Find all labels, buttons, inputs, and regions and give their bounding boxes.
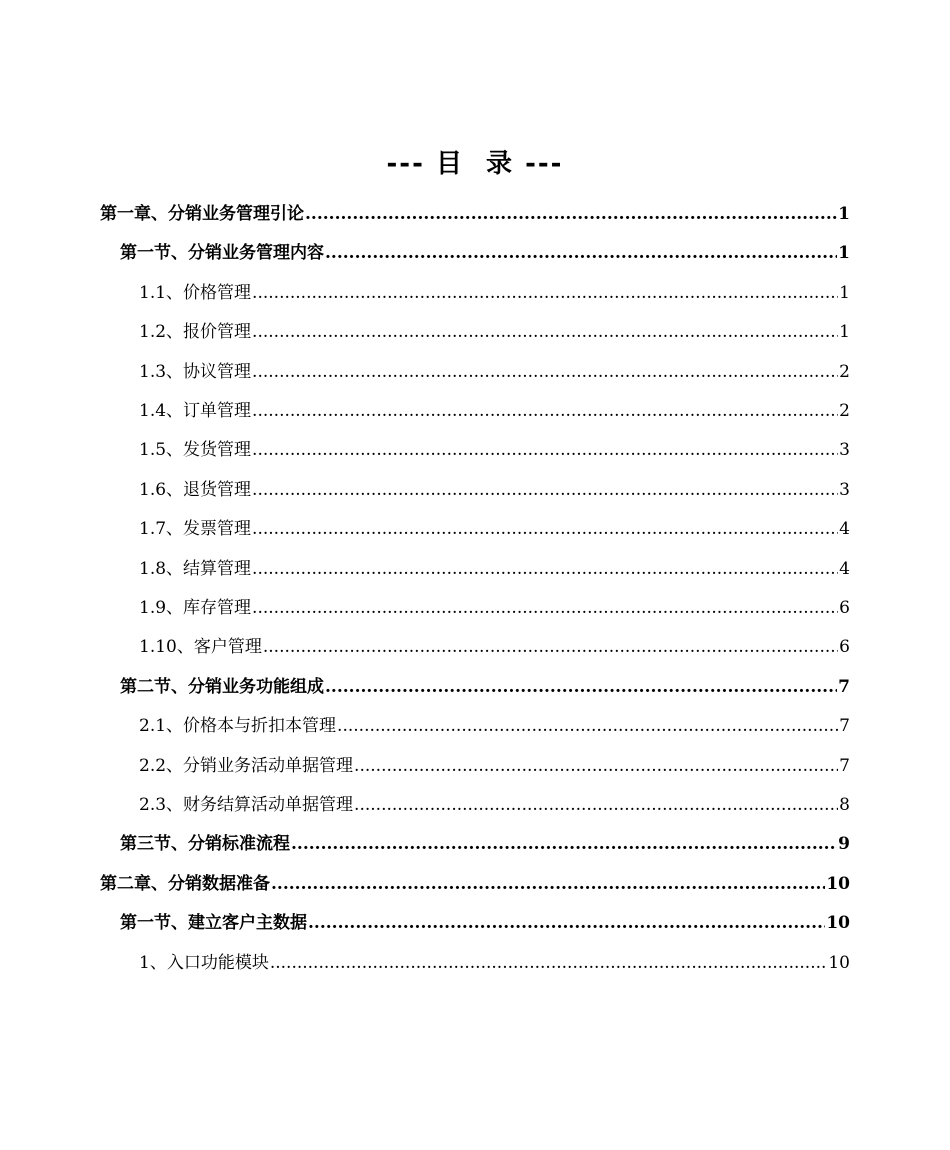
toc-entry-page-number: 10 bbox=[826, 873, 850, 894]
toc-dot-leader bbox=[252, 557, 838, 581]
toc-dot-leader bbox=[325, 241, 837, 265]
toc-dot-leader bbox=[270, 951, 828, 975]
toc-entry-page-number: 7 bbox=[838, 676, 850, 697]
toc-entry[interactable] bbox=[139, 557, 850, 581]
toc-dot-leader bbox=[252, 360, 838, 384]
toc-entry-page-number: 7 bbox=[839, 716, 850, 737]
toc-entry-label: 第一节、分销业务管理内容 bbox=[120, 243, 324, 264]
toc-entry-page-number: 3 bbox=[839, 440, 850, 461]
toc-dot-leader bbox=[263, 635, 838, 659]
toc-entry-label: 1.6、退货管理 bbox=[139, 479, 252, 500]
toc-entry-page-number: 6 bbox=[839, 598, 850, 618]
toc-entry-page-number: 2 bbox=[839, 401, 850, 421]
toc-entry-label: 1.1、价格管理 bbox=[139, 282, 252, 303]
toc-dot-leader bbox=[291, 832, 837, 856]
toc-dot-leader bbox=[305, 202, 837, 226]
toc-entry-page-number: 4 bbox=[839, 558, 850, 579]
toc-dot-leader bbox=[252, 281, 838, 305]
toc-entry[interactable] bbox=[120, 241, 850, 265]
toc-dot-leader bbox=[252, 399, 838, 423]
toc-entry-label: 2.1、价格本与折扣本管理 bbox=[139, 716, 337, 737]
toc-entry-label: 1.10、客户管理 bbox=[139, 637, 262, 658]
toc-entry[interactable] bbox=[100, 872, 850, 896]
toc-entry-label: 1.5、发货管理 bbox=[139, 440, 252, 461]
toc-entry[interactable] bbox=[120, 675, 850, 699]
toc-entry[interactable] bbox=[139, 320, 850, 344]
toc-dot-leader bbox=[252, 438, 838, 462]
toc-entry-page-number: 1 bbox=[839, 322, 850, 343]
toc-dot-leader bbox=[337, 714, 838, 738]
toc-entry[interactable] bbox=[139, 399, 850, 423]
toc-entry-label: 2.2、分销业务活动单据管理 bbox=[139, 755, 354, 776]
toc-dot-leader bbox=[252, 596, 838, 620]
toc-entry-label: 2.3、财务结算活动单据管理 bbox=[139, 795, 354, 815]
toc-entry-label: 1、入口功能模块 bbox=[139, 952, 269, 973]
toc-entry-page-number: 3 bbox=[839, 479, 850, 500]
toc-entry-label: 第一章、分销业务管理引论 bbox=[100, 204, 304, 224]
toc-entry[interactable] bbox=[139, 438, 850, 462]
toc-entry-page-number: 1 bbox=[839, 282, 850, 303]
toc-entry[interactable] bbox=[100, 202, 850, 226]
toc-entry[interactable] bbox=[139, 951, 850, 975]
toc-entry[interactable] bbox=[139, 793, 850, 817]
toc-dot-leader bbox=[252, 517, 838, 541]
toc-entry-page-number: 6 bbox=[839, 637, 850, 658]
toc-entry-label: 1.3、协议管理 bbox=[139, 361, 252, 382]
toc-entry-label: 1.2、报价管理 bbox=[139, 322, 252, 343]
toc-entry[interactable] bbox=[120, 832, 850, 856]
toc-entry[interactable] bbox=[139, 281, 850, 305]
toc-entry-label: 1.4、订单管理 bbox=[139, 401, 252, 421]
toc-entry[interactable] bbox=[139, 360, 850, 384]
toc-entry-label: 1.7、发票管理 bbox=[139, 519, 252, 540]
toc-entry[interactable] bbox=[139, 517, 850, 541]
toc-entry[interactable] bbox=[120, 911, 850, 935]
toc-entry[interactable] bbox=[139, 754, 850, 778]
toc-entry-page-number: 1 bbox=[838, 243, 850, 264]
toc-entry-label: 第二节、分销业务功能组成 bbox=[120, 676, 324, 697]
toc-entry-page-number: 10 bbox=[826, 913, 850, 934]
toc-dot-leader bbox=[308, 911, 825, 935]
toc-entry[interactable] bbox=[139, 714, 850, 738]
toc-dot-leader bbox=[271, 872, 825, 896]
toc-entry[interactable] bbox=[139, 596, 850, 620]
toc-entry-page-number: 9 bbox=[838, 834, 850, 855]
toc-entry-page-number: 10 bbox=[828, 952, 850, 973]
toc-entry-page-number: 2 bbox=[839, 361, 850, 382]
toc-entry-label: 1.9、库存管理 bbox=[139, 598, 252, 618]
toc-dot-leader bbox=[252, 320, 838, 344]
toc-dot-leader bbox=[325, 675, 837, 699]
toc-entry-page-number: 1 bbox=[838, 204, 850, 224]
toc-entry-label: 1.8、结算管理 bbox=[139, 558, 252, 579]
toc-entry-label: 第三节、分销标准流程 bbox=[120, 834, 290, 855]
toc-entry[interactable] bbox=[139, 478, 850, 502]
toc-entry-label: 第二章、分销数据准备 bbox=[100, 873, 270, 894]
toc-entry-page-number: 7 bbox=[839, 755, 850, 776]
toc-dot-leader bbox=[354, 754, 838, 778]
toc-entry-page-number: 8 bbox=[839, 795, 850, 815]
toc-entry-label: 第一节、建立客户主数据 bbox=[120, 913, 307, 934]
toc-dot-leader bbox=[252, 478, 838, 502]
toc-dot-leader bbox=[354, 793, 838, 817]
toc-entry-page-number: 4 bbox=[839, 519, 850, 540]
toc-title: --- 目 录 --- bbox=[386, 149, 564, 179]
toc-entry[interactable] bbox=[139, 635, 850, 659]
